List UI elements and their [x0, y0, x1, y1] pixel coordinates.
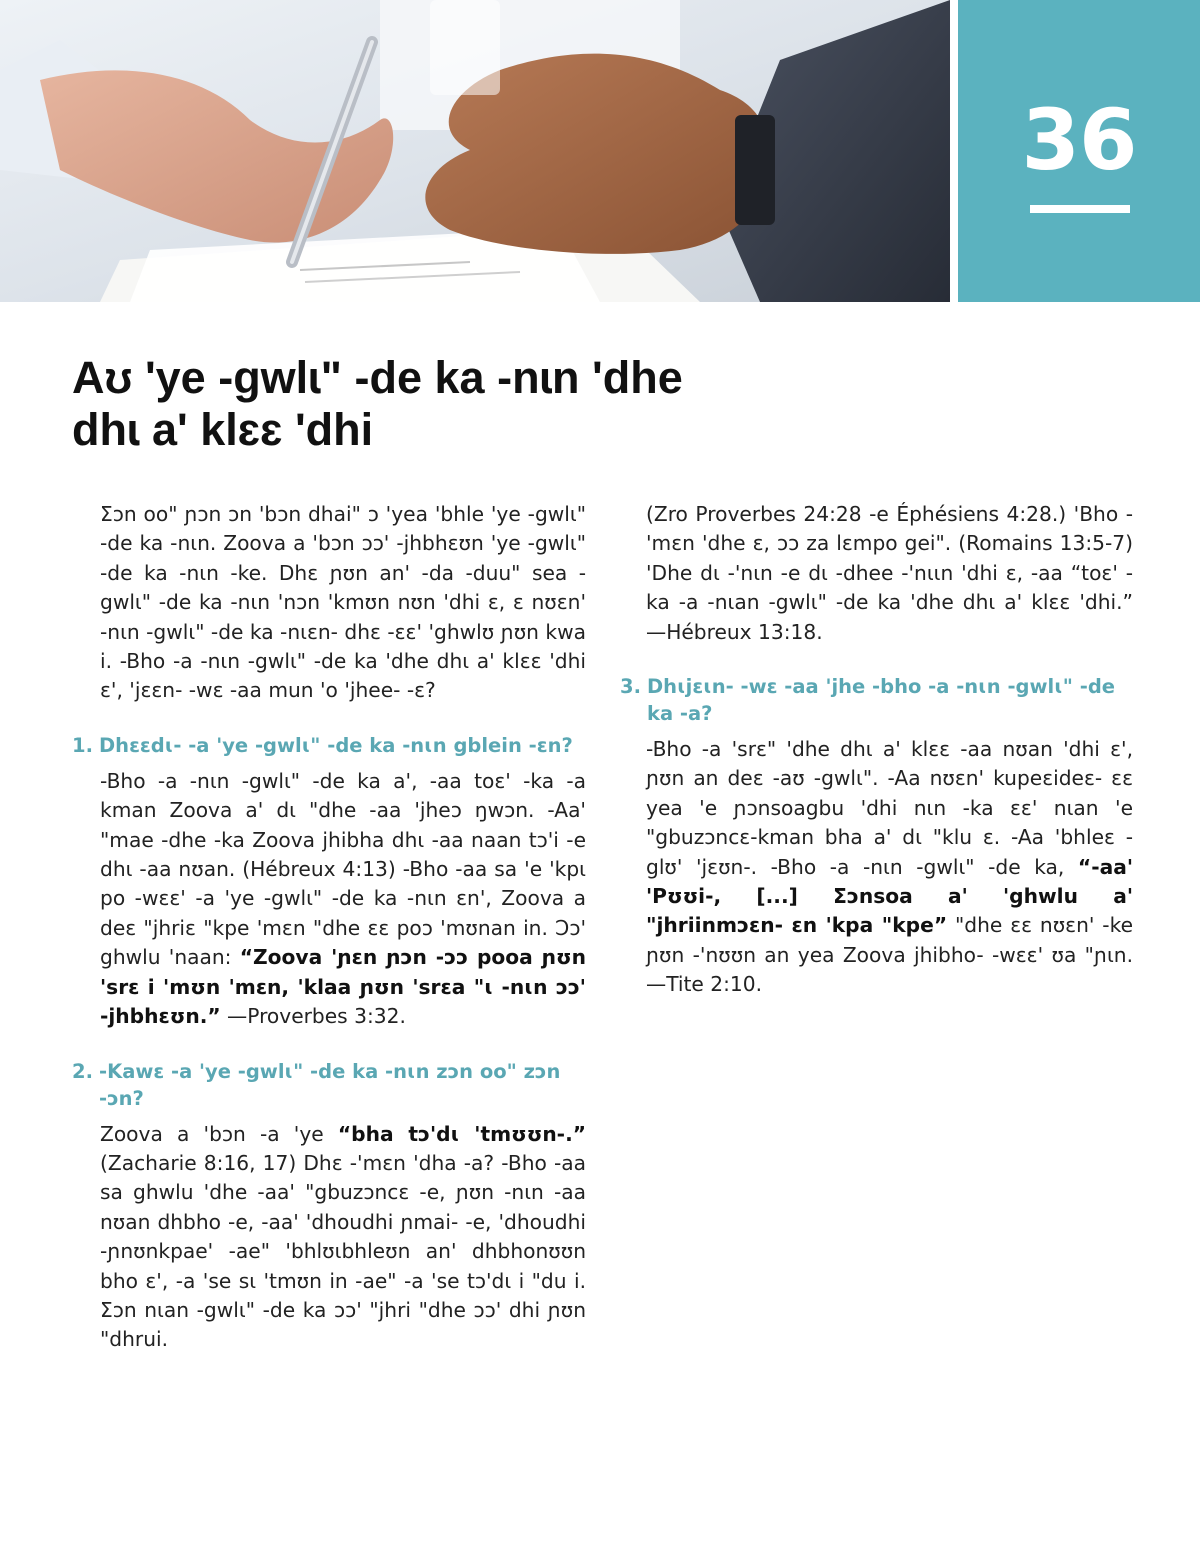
handshake-contract-photo-icon: [0, 0, 950, 302]
page-title-line-1: Aʊ 'ye -gwlɩ" -de ka -nɩn 'dhe: [72, 352, 683, 403]
question-2-body-text: Zoova a 'bɔn -a 'ye: [100, 1121, 338, 1146]
header-divider: [950, 0, 958, 302]
right-column: [620, 500, 1133, 1000]
left-column: [72, 500, 586, 1355]
question-1-heading: [72, 732, 586, 759]
question-1-body-text: -Bho -a -nɩn -gwlɩ" -de ka a', -aa toɛ' -ka -a kman Zoova a' dɩ "dhe -aa 'jheɔ ŋwɔn. -Aa' "mae -dhe -ka Zoova jhibha dhɩ -aa naan tɔ'i -e dhɩ -aa nʊan. (Hébreux 4:13) -Bho -aa sa 'e 'kpɩ po -wɛɛ' -a 'ye -gwlɩ" -de ka -nɩn ɛn', Zoova a deɛ "jhriɛ "kpe 'mɛn "dhe ɛɛ poɔ 'mʊnan in. Ɔɔ' ghwlu 'naan:: [100, 768, 586, 970]
question-3-body: [646, 735, 1133, 1000]
lesson-number: 36: [1021, 91, 1137, 189]
question-2-body: [100, 1120, 586, 1355]
question-1-scripture-quote: “Zoova 'ɲɛn ɲɔn -ɔɔ pooa ɲʊn 'srɛ i 'mʊn 'mɛn, 'klaa ɲʊn 'srɛa "ɩ -nɩn ɔɔ' -jhbhɛʊn.”: [100, 945, 586, 1029]
page-title: [72, 352, 832, 456]
intro-paragraph: Ʃɔn oo" ɲɔn ɔn 'bɔn dhai" ɔ 'yea 'bhle 'ye -gwlɩ" -de ka -nɩn. Zoova a 'bɔn ɔɔ' -jhbhɛʊn 'ye -gwlɩ" -de ka -nɩn -ke. Dhɛ ɲʊn an' -da -duu" sea -gwlɩ" -de ka -nɩn 'nɔn 'kmʊn nʊn 'dhi ɛ, ɛ nʊɛn' -nɩn -gwlɩ" -de ka -nɩɛn- dhɛ -ɛɛ' 'ghwlʊ ɲʊn kwa i. -Bho -a -nɩn -gwlɩ" -de ka 'dhe dhɩ a' klɛɛ 'dhi ɛ', 'jɛɛn- -wɛ -aa mun 'o 'jhee- -ɛ?: [100, 502, 586, 703]
question-2-scripture-quote: “bha tɔ'dɩ 'tmʊʊn-.”: [337, 1121, 586, 1146]
question-3-heading: [620, 673, 1133, 727]
lesson-number-underline: [1030, 205, 1130, 213]
page-title-line-2: dhɩ a' klɛɛ 'dhi: [72, 404, 374, 456]
question-3-number: 3.: [620, 675, 641, 699]
question-1-text: Dhɛɛdɩ- -a 'ye -gwlɩ" -de ka -nɩn gblein -ɛn?: [99, 733, 573, 757]
question-1-number: 1.: [72, 733, 93, 757]
lesson-number-box: [958, 0, 1200, 302]
question-2-continuation: (Zro Proverbes 24:28 -e Éphésiens 4:28.) 'Bho -'mɛn 'dhe ɛ, ɔɔ za lɛmpo gei". (Romains 13:5-7) 'Dhe dɩ -'nɩn -e dɩ -dhee -'nɩɩn 'dhi ɛ, -aa “toɛ' -ka -a -nɩan -gwlɩ" -de ka 'dhe dhɩ a' klɛɛ 'dhi.” —Hébreux 13:18.: [646, 502, 1133, 644]
question-2-number: 2.: [72, 1059, 93, 1083]
question-1-body: [100, 767, 586, 1032]
question-2-heading: [72, 1058, 586, 1112]
question-3-scripture-quote: “-aa' 'Pʊʊi-, [...] Ʃɔnsoa a' 'ghwlu a' "jhriinmɔɛn- ɛn 'kpa "kpe”: [646, 854, 1133, 938]
question-1-scripture-ref: —Proverbes 3:32.: [220, 1004, 406, 1029]
question-3-body-text: -Bho -a 'srɛ" 'dhe dhɩ a' klɛɛ -aa nʊan 'dhi ɛ', ɲʊn an deɛ -aʊ -gwlɩ". -Aa nʊɛn' kupeɛideɛ- ɛɛ yea 'e ɲɔnsoagbu 'dhi nɩn -ka ɛɛ' nɩan 'e "gbuzɔncɛ-kman bha a' dɩ "klu ɛ. -Aa 'bhleɛ -glʊ' 'jɛʊn-. -Bho -a -nɩn -gwlɩ" -de ka,: [646, 737, 1133, 879]
question-3-body-continued: "dhe ɛɛ nʊɛn' -ke ɲʊn -'nʊʊn an yea Zoova jhibho- -wɛɛ' ʊa "ɲɩn.—Tite 2:10.: [646, 913, 1133, 997]
question-2-body-continued: (Zacharie 8:16, 17) Dhɛ -'mɛn 'dha -a? -Bho -aa sa ghwlu 'dhe -aa' "gbuzɔncɛ -e, ɲʊn -nɩn -aa nʊan dhbho -e, -aa' 'dhoudhi ɲmai- -e, 'dhoudhi -ɲnʊnkpae' -ae" 'bhlʊɩbhleʊn an' dhbhonʊʊn bho ɛ', -a 'se sɩ 'tmʊn in -ae" -a 'se tɔ'dɩ i "du i. Ʃɔn nɩan -gwlɩ" -de ka ɔɔ' "jhri "dhe ɔɔ' dhi ɲʊn "dhrui.: [100, 1150, 586, 1352]
header-photo: [0, 0, 950, 302]
question-3-text: Dhɩjɛɩn- -wɛ -aa 'jhe -bho -a -nɩn -gwlɩ" -de ka -a?: [647, 675, 1116, 726]
question-2-text: -Kawɛ -a 'ye -gwlɩ" -de ka -nɩn zɔn oo" zɔn -ɔn?: [99, 1059, 561, 1110]
